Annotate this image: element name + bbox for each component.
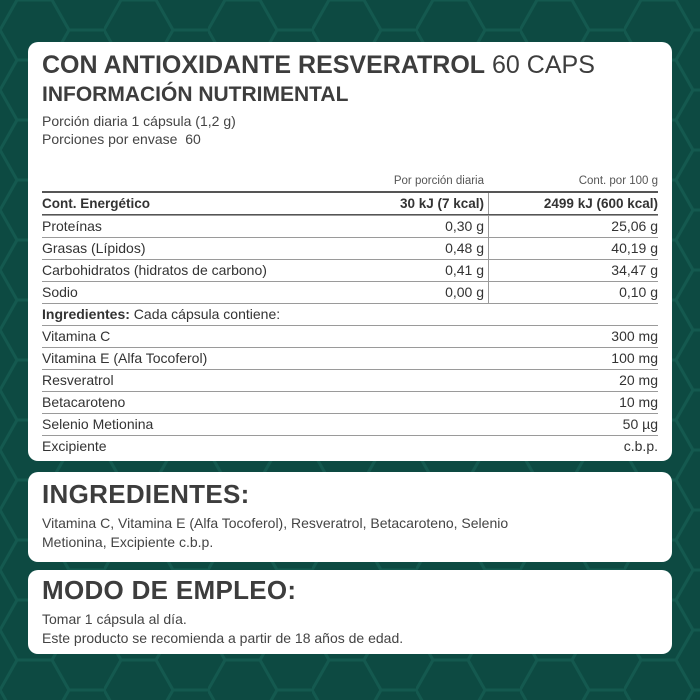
usage-heading: MODO DE EMPLEO: [42, 575, 297, 605]
ingredients-card [28, 472, 672, 562]
nutrient-row [42, 215, 658, 237]
nutrient-per-100g: 25,06 g [611, 218, 658, 234]
ingredient-row [42, 413, 658, 435]
ingredient-label: Betacaroteno [42, 394, 126, 410]
product-title [42, 50, 658, 80]
nutrient-label: Grasas (Lípidos) [42, 240, 146, 256]
usage-text-line: Tomar 1 cápsula al día. [42, 611, 187, 627]
ingredient-amount: c.b.p. [623, 438, 658, 454]
ingredients-text-line: Metionina, Excipiente c.b.p. [42, 534, 214, 550]
nutrient-per-serving: 0,41 g [445, 262, 484, 278]
ingredient-row [42, 435, 658, 457]
usage-card [28, 570, 672, 654]
column-header-per-100g: Cont. por 100 g [578, 175, 658, 187]
ingredient-row [42, 325, 658, 347]
ingredient-amount: 20 mg [619, 372, 658, 388]
ingredient-label: Vitamina C [42, 328, 111, 344]
energy-per-serving: 30 kJ (7 kcal) [399, 196, 484, 211]
energy-per-100g: 2499 kJ (600 kcal) [543, 196, 658, 211]
nutrient-label: Proteínas [42, 218, 102, 234]
ingredient-row [42, 391, 658, 413]
product-title-count: 60 CAPS [492, 51, 595, 79]
ingredient-label: Selenio Metionina [42, 416, 154, 432]
nutrient-label: Sodio [42, 284, 78, 300]
ingredient-row [42, 369, 658, 391]
ingredients-text-line: Vitamina C, Vitamina E (Alfa Tocoferol), Resveratrol, Betacaroteno, Selenio [42, 515, 509, 531]
energy-label: Cont. Energético [42, 196, 151, 211]
energy-row [42, 191, 658, 215]
nutrient-row [42, 259, 658, 281]
nutrient-row [42, 281, 658, 303]
ingredient-amount: 300 mg [611, 328, 658, 344]
nutrient-row [42, 237, 658, 259]
ingredient-label: Resveratrol [42, 372, 114, 388]
column-header-per-serving: Por porción diaria [393, 175, 484, 187]
ingredient-amount: 100 mg [611, 350, 658, 366]
product-title-main: CON ANTIOXIDANTE RESVERATROL [42, 51, 486, 79]
nutrient-label: Carbohidratos (hidratos de carbono) [42, 262, 267, 278]
ingredients-header-row [42, 303, 658, 325]
nutrient-per-100g: 0,10 g [619, 284, 658, 300]
ingredients-label: Ingredientes: [42, 306, 130, 322]
ingredient-amount: 50 µg [622, 416, 658, 432]
nutrient-per-serving: 0,30 g [445, 218, 484, 234]
nutrient-per-serving: 0,48 g [445, 240, 484, 256]
portion-size: Porción diaria 1 cápsula (1,2 g) [42, 113, 236, 129]
nutrient-per-100g: 34,47 g [611, 262, 658, 278]
ingredient-amount: 10 mg [619, 394, 658, 410]
nutrient-per-100g: 40,19 g [611, 240, 658, 256]
ingredients-heading: INGREDIENTES: [42, 479, 250, 509]
nutrition-heading: INFORMACIÓN NUTRIMENTAL [42, 83, 349, 106]
nutrition-table-header [42, 175, 658, 191]
nutrient-per-serving: 0,00 g [445, 284, 484, 300]
usage-text-line: Este producto se recomienda a partir de 18 años de edad. [42, 630, 404, 646]
ingredient-label: Vitamina E (Alfa Tocoferol) [42, 350, 208, 366]
ingredient-row [42, 347, 658, 369]
nutrition-table [42, 175, 658, 457]
ingredient-label: Excipiente [42, 438, 107, 454]
ingredients-note: Cada cápsula contiene: [133, 306, 281, 322]
nutrition-facts-card [28, 42, 672, 461]
servings-per-container: Porciones por envase 60 [42, 131, 201, 147]
